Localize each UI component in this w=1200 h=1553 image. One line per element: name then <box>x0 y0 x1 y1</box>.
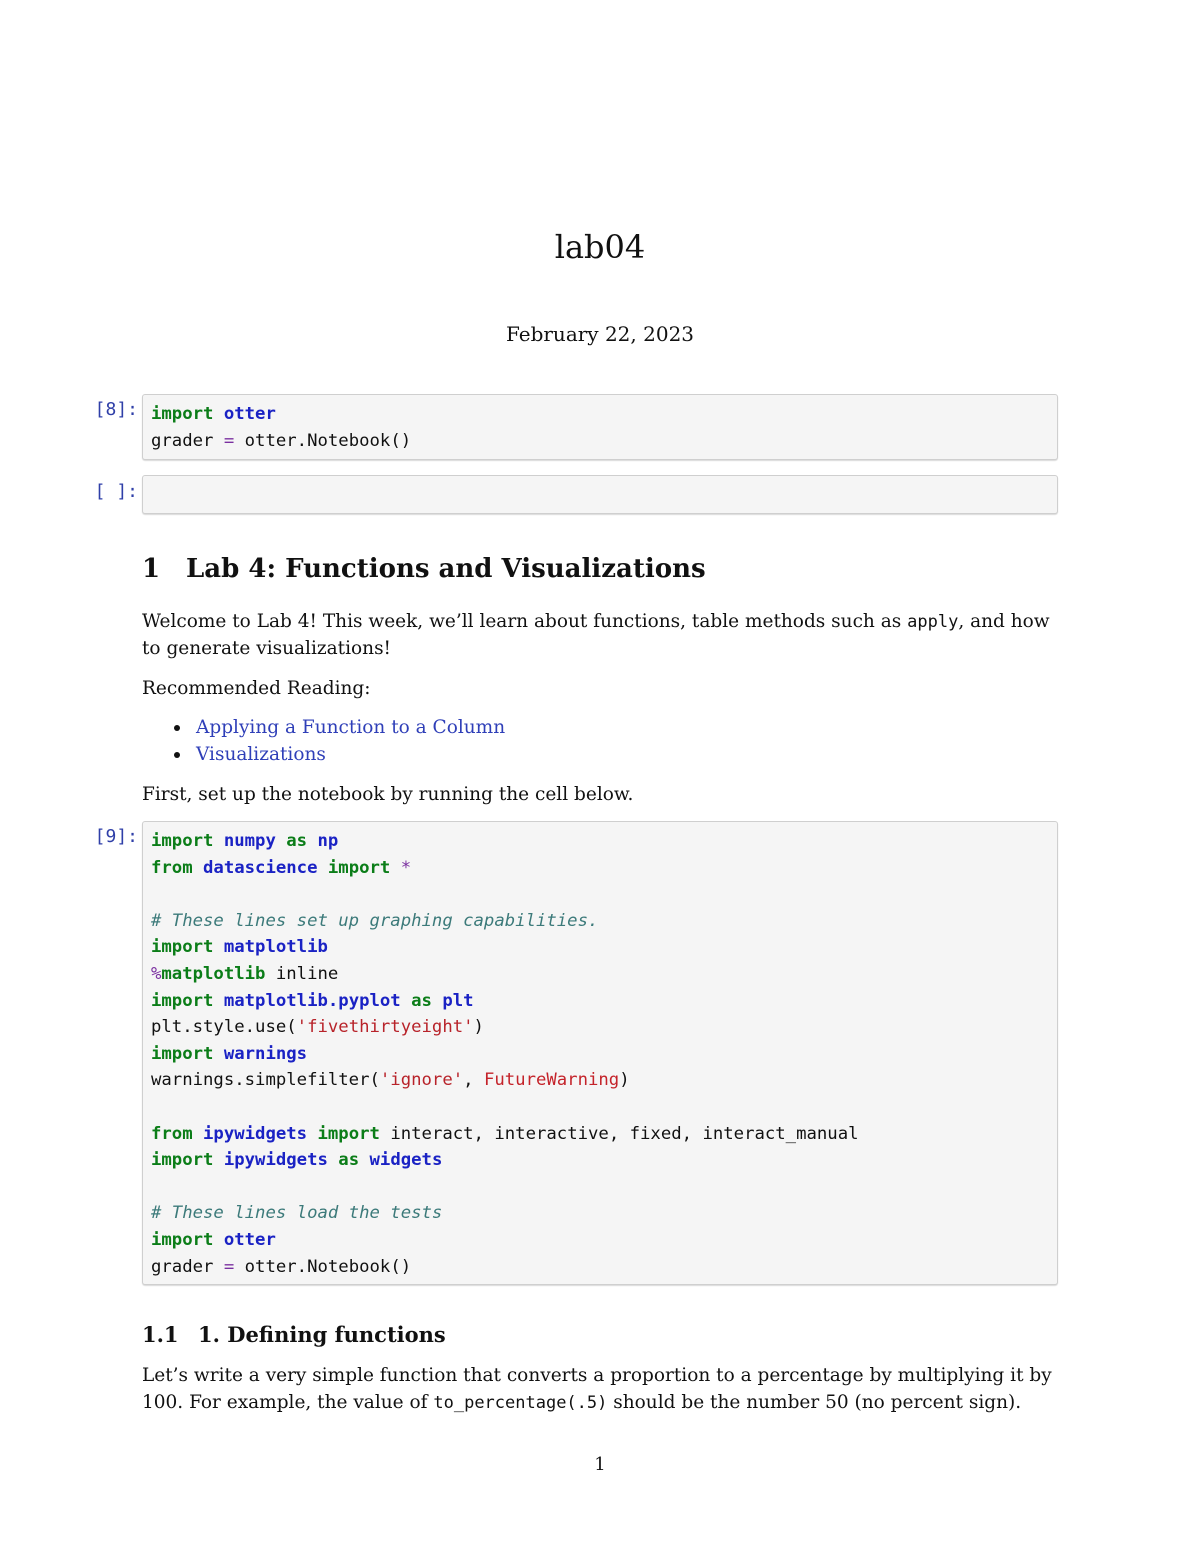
code-cell-import-otter[interactable]: import otter grader = otter.Notebook() <box>142 394 1058 460</box>
defining-functions-paragraph <box>142 1363 1060 1416</box>
cell-prompt-empty: [ ]: <box>94 481 138 502</box>
body-text-2: should be the number 50 (no percent sign). <box>607 1391 1022 1413</box>
document-title: lab04 <box>554 228 646 266</box>
code-cell-empty[interactable] <box>142 475 1058 514</box>
document-date: February 22, 2023 <box>505 322 695 346</box>
intro-text-1: Welcome to Lab 4! This week, we’ll learn about functions, table methods such as <box>142 611 908 632</box>
intro-paragraph <box>142 609 1060 662</box>
section-1-1-heading <box>142 1322 446 1347</box>
section-1-1-title: 1. Defining functions <box>198 1322 446 1347</box>
reading-list <box>142 714 505 768</box>
section-1-title: Lab 4: Functions and Visualizations <box>186 554 706 584</box>
setup-instruction: First, set up the notebook by running the cell below. <box>142 784 634 805</box>
cell-prompt-9: [9]: <box>94 826 138 847</box>
body-text-1: Let’s write a very simple function that converts a proportion to a percentage by multiplying it by 100. For example, the value of <box>142 1365 1052 1413</box>
list-item <box>142 714 505 741</box>
section-1-1-number: 1.1 <box>142 1322 179 1347</box>
list-item <box>142 741 505 768</box>
code-cell-setup[interactable]: import numpy as np from datascience import * # These lines set up graphing capabilities. import matplotlib %matplotlib inline import matplotlib.pyplot as plt plt.style.use('fivethirtyeight') import warnings warnings.simplefilter('ignore', FutureWarning) from ipywidgets import interact, interactive, fixed, interact_manual import ipywidgets as widgets # These lines load the tests import otter grader = otter.Notebook() <box>142 821 1058 1285</box>
link-visualizations[interactable]: Visualizations <box>196 744 326 765</box>
recommended-reading-label: Recommended Reading: <box>142 678 371 699</box>
intro-text-2: , and how to generate visualizations! <box>142 611 1050 659</box>
section-1-heading <box>142 554 706 584</box>
section-1-number: 1 <box>142 554 161 584</box>
page-number: 1 <box>594 1454 606 1475</box>
body-code-to-percentage: to_percentage(.5) <box>433 1392 608 1413</box>
cell-prompt-8: [8]: <box>94 399 138 420</box>
link-applying-function[interactable]: Applying a Function to a Column <box>196 717 506 738</box>
intro-code-apply: apply <box>907 612 959 632</box>
